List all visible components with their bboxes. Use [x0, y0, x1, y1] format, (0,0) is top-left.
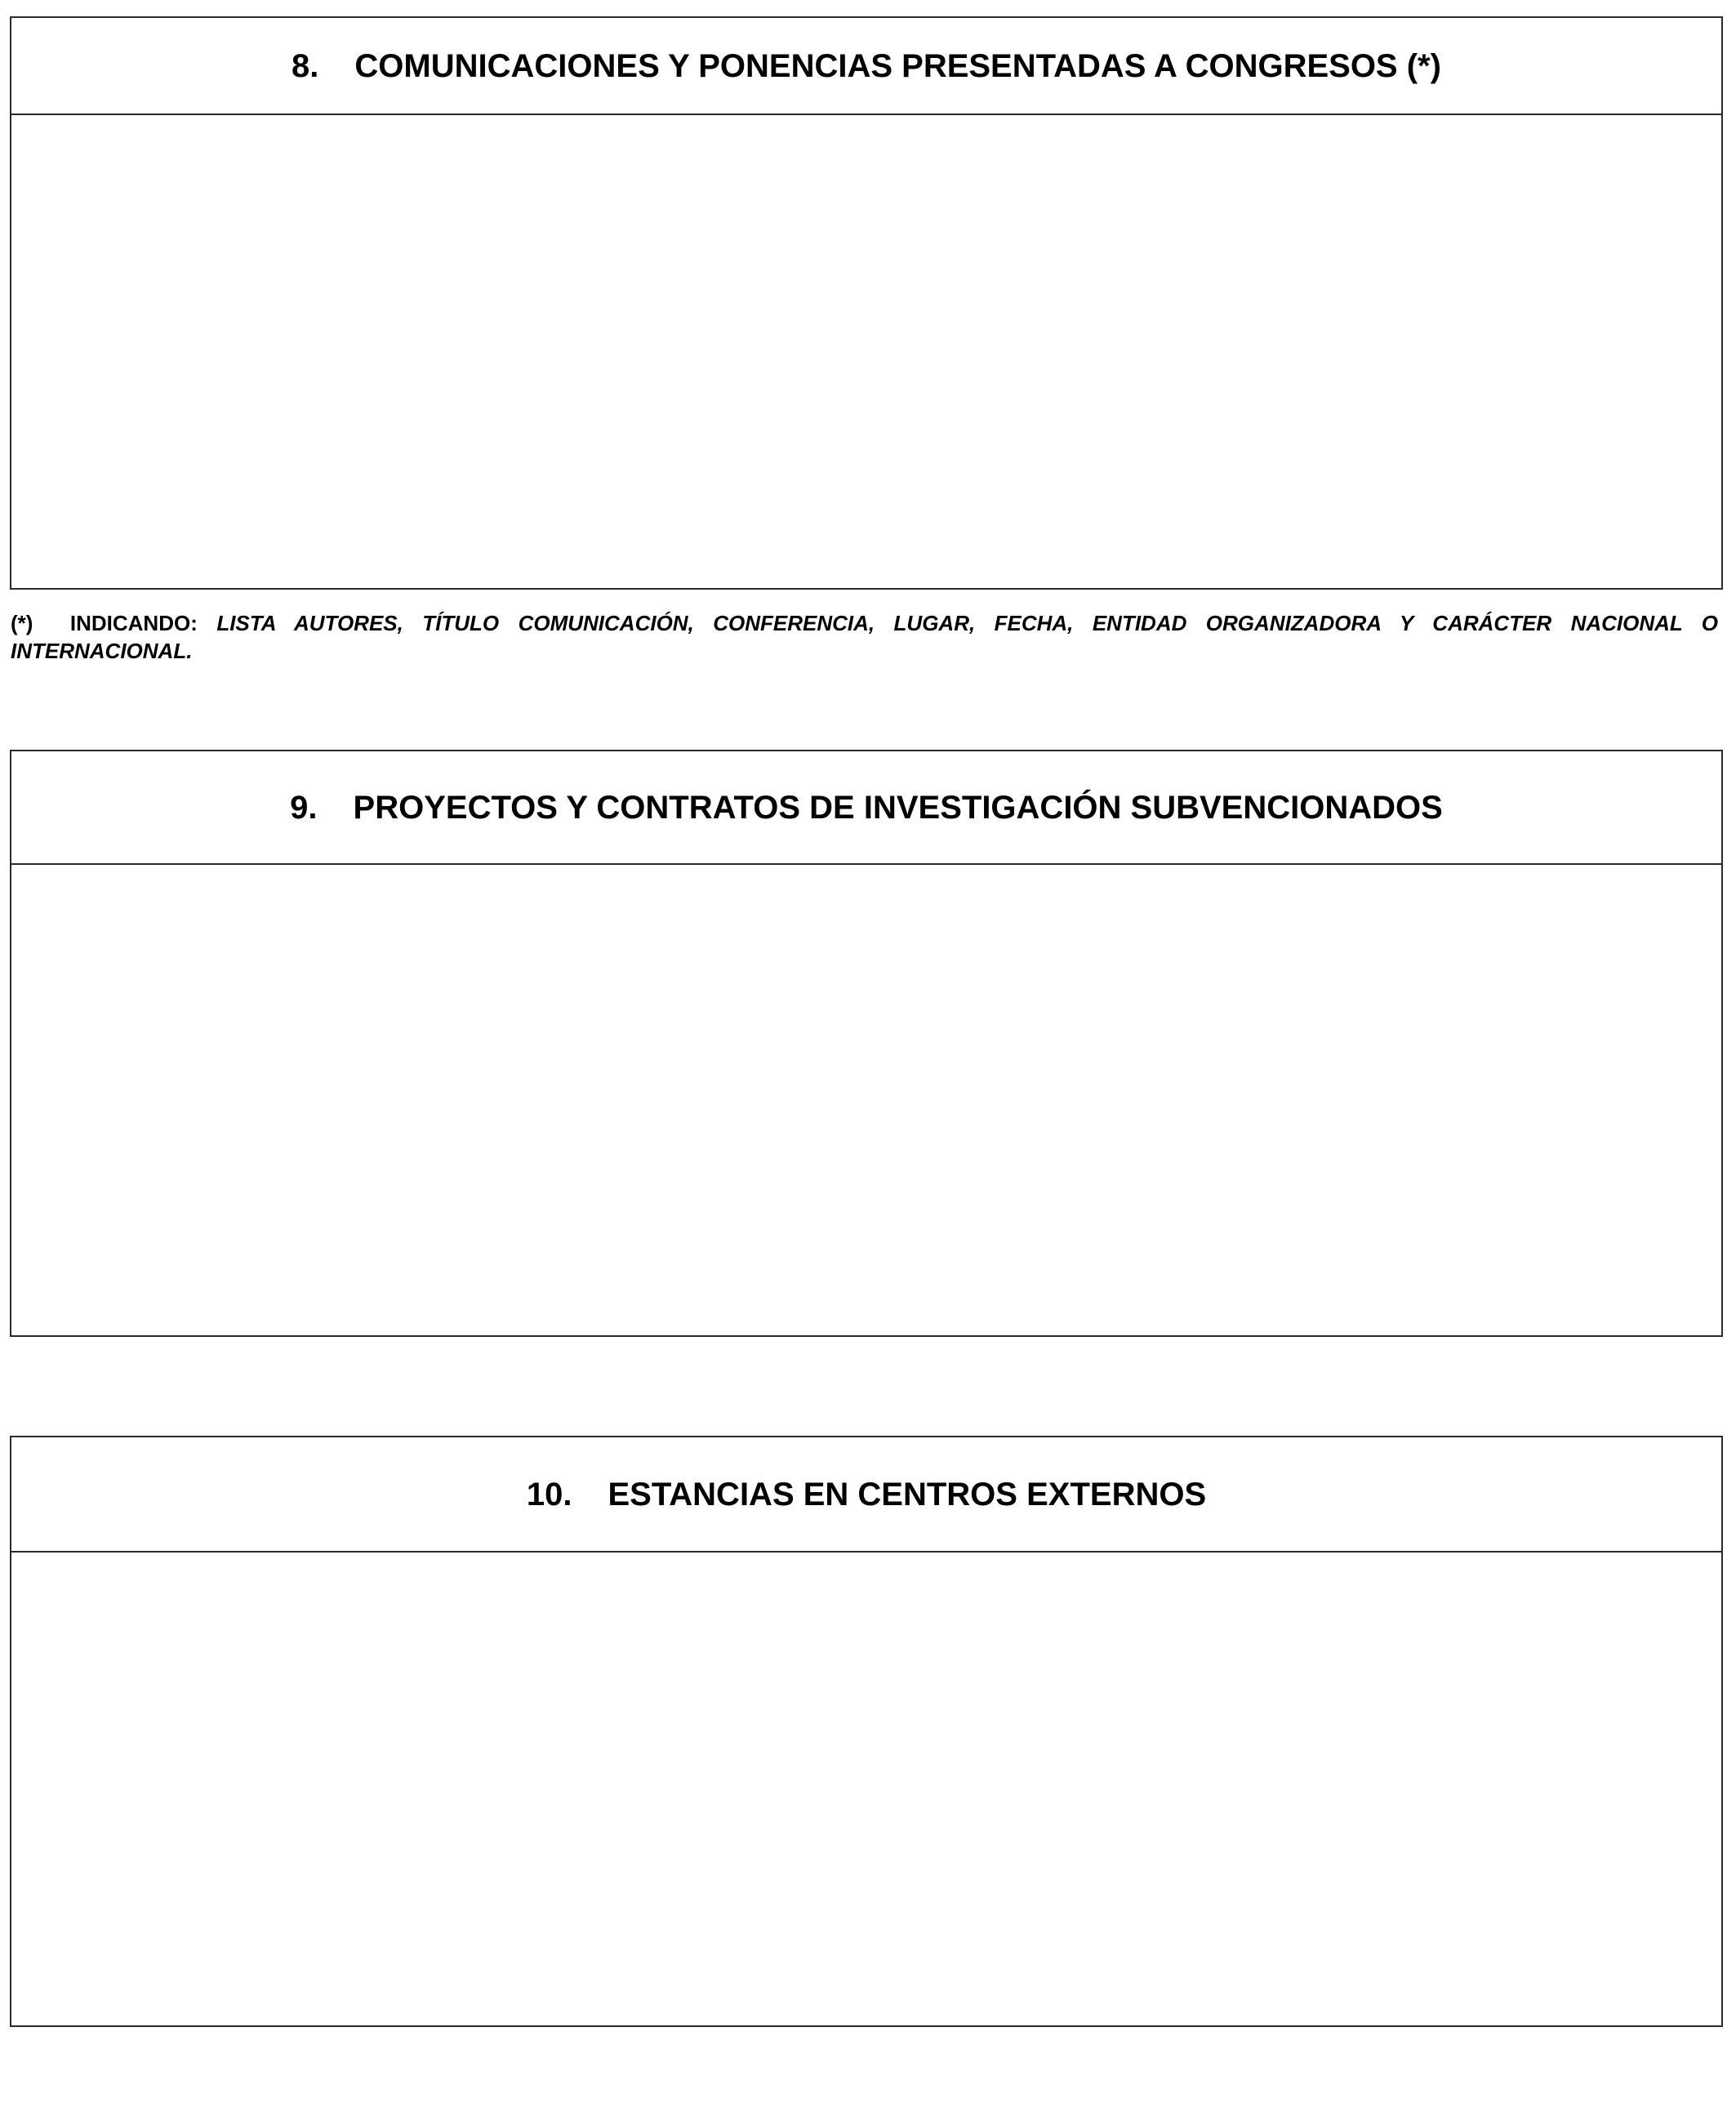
section-8-content-area[interactable] [11, 115, 1721, 588]
section-9-title [290, 791, 1443, 824]
section-8-number: 8. [292, 47, 319, 84]
section-9-content-area[interactable] [11, 865, 1721, 1335]
section-10-number: 10. [526, 1476, 572, 1512]
footnote-lead: INDICANDO: [69, 611, 198, 635]
section-9-box [10, 750, 1723, 1337]
section-10-box [10, 1436, 1723, 2027]
section-9-header [11, 751, 1721, 865]
footnote [11, 609, 1718, 665]
section-9-title-text: PROYECTOS Y CONTRATOS DE INVESTIGACIÓN SUBVENCIONADOS [353, 789, 1443, 826]
section-10-header [11, 1437, 1721, 1553]
section-9-number: 9. [290, 789, 318, 826]
section-8-title-text: COMUNICACIONES Y PONENCIAS PRESENTADAS A CONGRESOS (*) [354, 47, 1441, 84]
footnote-marker: (*) [11, 611, 33, 635]
section-8-header [11, 18, 1721, 115]
footnote-detail: LISTA AUTORES, TÍTULO COMUNICACIÓN, CONFERENCIA, LUGAR, FECHA, ENTIDAD ORGANIZADORA Y CARÁCTER NACIONAL O INTERNACIONAL. [11, 611, 1718, 663]
section-10-title [527, 1478, 1206, 1511]
section-10-title-text: ESTANCIAS EN CENTROS EXTERNOS [608, 1476, 1207, 1512]
section-8-title [292, 47, 1441, 84]
section-10-content-area[interactable] [11, 1553, 1721, 2025]
section-8-box [10, 16, 1723, 590]
